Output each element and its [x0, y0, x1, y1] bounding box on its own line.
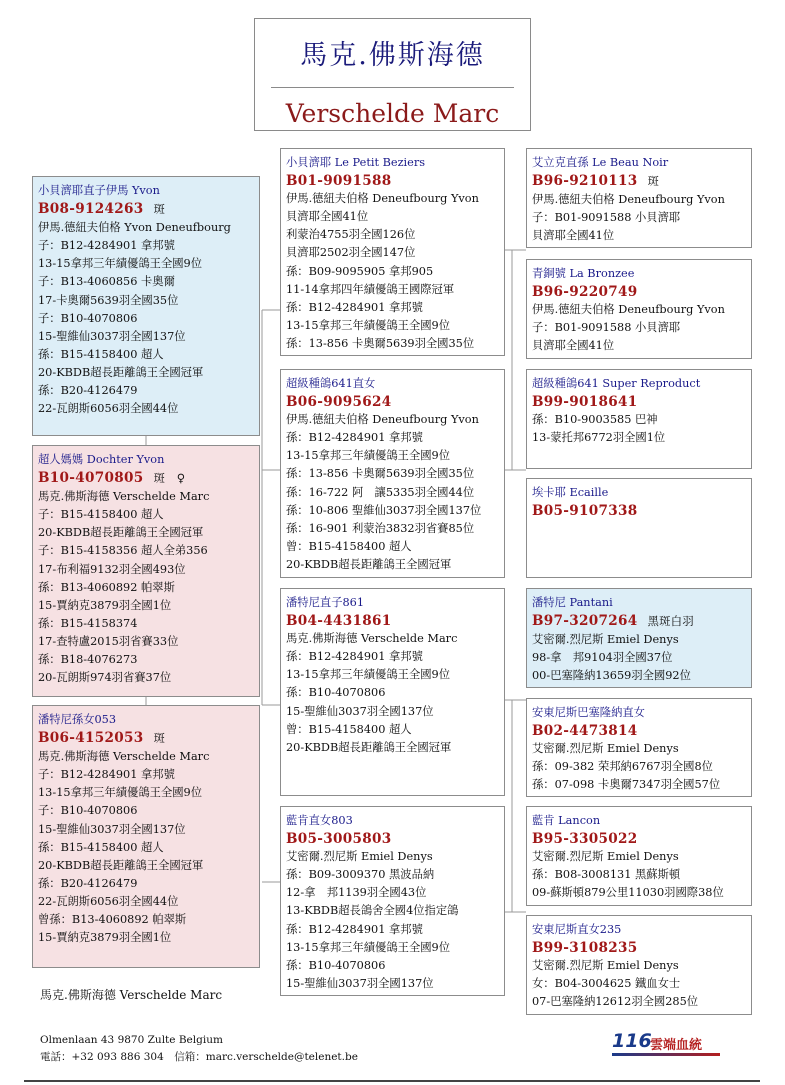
grandparent-ring-number: B95-3305022: [532, 831, 638, 848]
subject-line: 子：B10-4070806: [38, 804, 138, 818]
sire-line: 17-卡奧爾5639羽全國35位: [38, 293, 179, 307]
parent-name: 潘特尼直子861: [286, 596, 365, 609]
grandparent-line: 艾密爾.烈尼斯 Emiel Denys: [532, 850, 679, 864]
breeder-address: Olmenlaan 43 9870 Zulte Belgium: [40, 1034, 223, 1046]
grandparent-card-6: [526, 698, 752, 797]
subject-name: 潘特尼孫女053: [38, 713, 117, 726]
parent-ring-number: B06-9095624: [286, 394, 392, 411]
parent-line: 伊馬.德紐夫伯格 Deneufbourg Yvon: [286, 413, 479, 427]
parent-line: 伊馬.德紐夫伯格 Deneufbourg Yvon: [286, 192, 479, 206]
logo-text: 雲端血統: [650, 1038, 703, 1053]
grandparent-card-5: [526, 588, 752, 688]
parent-line: 貝濟耶2502羽全國147位: [286, 246, 416, 260]
parent-ring-number: B05-3005803: [286, 831, 392, 848]
grandparent-ring-number: B05-9107338: [532, 503, 638, 520]
parent-line: 馬克.佛斯海德 Verschelde Marc: [286, 632, 458, 646]
dam-line: 20-KBDB超長距離鴿王全國冠軍: [38, 526, 204, 540]
dam-line: 孫：B13-4060892 帕翠斯: [38, 580, 175, 594]
dam-line: 子：B15-4158400 超人: [38, 508, 164, 522]
grandparent-name: 艾立克直孫 Le Beau Noir: [532, 156, 669, 169]
sire-line: 子：B10-4070806: [38, 311, 138, 325]
sire-name: 小貝濟耶直子伊馬 Yvon: [38, 184, 160, 197]
subject-line: 孫：B15-4158400 超人: [38, 840, 164, 854]
parent-line: 12-拿 邦1139羽全國43位: [286, 886, 427, 900]
parent-line: 13-15拿邦三年績優鴿王全國9位: [286, 668, 451, 682]
parent-line: 孫：B10-4070806: [286, 686, 386, 700]
breeder-phone-email: 電話：+32 093 886 304 信箱：marc.verschelde@telenet.be: [40, 1051, 358, 1063]
dam-line: 馬克.佛斯海德 Verschelde Marc: [38, 490, 210, 504]
sire-line: 子：B12-4284901 拿邦號: [38, 239, 175, 253]
grandparent-line: 07-巴塞隆納12612羽全國285位: [532, 995, 699, 1009]
grandparent-ring-number: B96-9220749: [532, 284, 638, 301]
sire-line: 伊馬.德紐夫伯格 Yvon Deneufbourg: [38, 221, 231, 235]
parent-line: 13-15拿邦三年績優鴿王全國9位: [286, 449, 451, 463]
grandparent-card-3: [526, 369, 752, 469]
grandparent-line: 艾密爾.烈尼斯 Emiel Denys: [532, 742, 679, 756]
parent-line: 孫：B12-4284901 拿邦號: [286, 650, 423, 664]
parent-line: 孫：B09-9095905 拿邦905: [286, 264, 434, 278]
sire-card: [32, 176, 260, 436]
subject-line: 曾孫：B13-4060892 帕翠斯: [38, 913, 187, 927]
owner-name-chinese: 馬克.佛斯海德: [300, 40, 485, 71]
subject-card: [32, 705, 260, 968]
subject-line: 15-聖維仙3037羽全國137位: [38, 822, 186, 836]
dam-line: 17-布利福9132羽全國493位: [38, 562, 186, 576]
dam-name: 超人媽媽 Dochter Yvon: [38, 453, 165, 466]
sire-line: 20-KBDB超長距離鴿王全國冠軍: [38, 365, 204, 379]
parent-line: 孫：B12-4284901 拿邦號: [286, 431, 423, 445]
grandparent-line: 艾密爾.烈尼斯 Emiel Denys: [532, 959, 679, 973]
grandparent-line: 貝濟耶全國41位: [532, 339, 615, 353]
parent-line: 20-KBDB超長距離鴿王全國冠軍: [286, 557, 452, 571]
grandparent-line: 00-巴塞隆納13659羽全國92位: [532, 669, 691, 683]
parent-line: 15-聖維仙3037羽全國137位: [286, 976, 434, 990]
sire-line: 孫：B20-4126479: [38, 384, 138, 398]
grandparent-name: 埃卡耶 Ecaille: [532, 486, 609, 499]
grandparent-name: 青銅號 La Bronzee: [532, 267, 635, 280]
parent-line: 15-聖維仙3037羽全國137位: [286, 704, 434, 718]
subject-line: 馬克.佛斯海德 Verschelde Marc: [38, 750, 210, 764]
grandparent-line: 女：B04-3004625 鐵血女士: [532, 977, 681, 991]
dam-line: 20-瓦朗斯974羽省賽37位: [38, 671, 172, 685]
grandparent-line: 98-拿 邦9104羽全國37位: [532, 651, 673, 665]
subject-line: 15-賈納克3879羽全國1位: [38, 931, 172, 945]
dam-line: 孫：B15-4158374: [38, 616, 138, 630]
sire-line: 孫：B15-4158400 超人: [38, 347, 164, 361]
grandparent-line: 孫：B10-9003585 巴神: [532, 413, 658, 427]
parent-line: 13-15拿邦三年績優鴿王全國9位: [286, 940, 451, 954]
grandparent-card-7: [526, 806, 752, 906]
parent-line: 20-KBDB超長距離鴿王全國冠軍: [286, 740, 452, 754]
sire-line: 13-15拿邦三年績優鴿王全國9位: [38, 257, 203, 271]
breeder-signature: 馬克.佛斯海德 Verschelde Marc: [40, 988, 223, 1002]
parent-line: 13-15拿邦三年績優鴿王全國9位: [286, 318, 451, 332]
parent-card-2: [280, 369, 505, 578]
grandparent-line: 孫：09-382 荣邦納6767羽全國8位: [532, 760, 713, 774]
grandparent-ring-number: B02-4473814: [532, 723, 638, 740]
grandparent-line: 孫：07-098 卡奧爾7347羽全國57位: [532, 778, 721, 792]
owner-name-english: Verschelde Marc: [285, 99, 500, 128]
parent-line: 孫：13-856 卡奧爾5639羽全國35位: [286, 467, 475, 481]
brand-logo: [612, 1030, 722, 1056]
parent-line: 孫：B12-4284901 拿邦號: [286, 922, 423, 936]
parent-ring-number: B04-4431861: [286, 613, 392, 630]
subject-line: 子：B12-4284901 拿邦號: [38, 768, 175, 782]
parent-line: 13-KBDB超長鴿舍全國4位指定鴿: [286, 904, 459, 918]
parent-line: 艾密爾.烈尼斯 Emiel Denys: [286, 850, 433, 864]
grandparent-line: 09-蘇斯頓879公里11030羽國際38位: [532, 886, 724, 900]
sire-line: 子：B13-4060856 卡奧爾: [38, 275, 175, 289]
grandparent-card-8: [526, 915, 752, 1015]
grandparent-name: 超級種鴿641 Super Reproduct: [532, 377, 701, 390]
parent-card-4: [280, 806, 505, 996]
parent-line: 貝濟耶全國41位: [286, 210, 369, 224]
subject-line: 20-KBDB超長距離鴿王全國冠軍: [38, 858, 204, 872]
parent-line: 曾：B15-4158400 超人: [286, 722, 412, 736]
breeder-contact: [40, 1032, 358, 1066]
grandparent-line: 13-蒙托邦6772羽全國1位: [532, 431, 666, 445]
grandparent-ring-number: B97-3207264 黑斑白羽: [532, 613, 694, 630]
logo-number: 116: [612, 1030, 652, 1052]
parent-line: 孫：B09-3009370 黑波品納: [286, 868, 435, 882]
subject-line: 22-瓦朗斯6056羽全國44位: [38, 894, 179, 908]
parent-name: 超級種鴿641直女: [286, 377, 376, 390]
grandparent-name: 安東尼斯巴塞隆納直女: [532, 706, 645, 719]
logo-underline: [612, 1053, 720, 1056]
grandparent-ring-number: B96-9210113 斑: [532, 173, 660, 190]
parent-line: 孫：16-901 利蒙治3832羽省賽85位: [286, 521, 475, 535]
subject-line: 13-15拿邦三年績優鴿王全國9位: [38, 786, 203, 800]
parent-line: 利蒙治4755羽全國126位: [286, 228, 416, 242]
grandparent-name: 安東尼斯直女235: [532, 923, 622, 936]
parent-line: 孫：10-806 聖維仙3037羽全國137位: [286, 503, 482, 517]
parent-line: 孫：B12-4284901 拿邦號: [286, 300, 423, 314]
dam-line: 孫：B18-4076273: [38, 653, 138, 667]
sire-line: 22-瓦朗斯6056羽全國44位: [38, 402, 179, 416]
parent-line: 孫：16-722 阿 讓5335羽全國44位: [286, 485, 475, 499]
parent-line: 孫：13-856 卡奧爾5639羽全國35位: [286, 336, 475, 350]
grandparent-card-2: [526, 259, 752, 359]
parent-name: 藍肯直女803: [286, 814, 353, 827]
parent-line: 曾：B15-4158400 超人: [286, 539, 412, 553]
sire-line: 15-聖維仙3037羽全國137位: [38, 329, 186, 343]
grandparent-ring-number: B99-9018641: [532, 394, 638, 411]
grandparent-line: 伊馬.德紐夫伯格 Deneufbourg Yvon: [532, 303, 725, 317]
parent-line: 孫：B10-4070806: [286, 958, 386, 972]
grandparent-ring-number: B99-3108235: [532, 940, 638, 957]
subject-line: 孫：B20-4126479: [38, 876, 138, 890]
grandparent-line: 子：B01-9091588 小貝濟耶: [532, 211, 681, 225]
parent-card-3: [280, 588, 505, 796]
dam-ring-number: B10-4070805 斑 ♀: [38, 470, 186, 487]
grandparent-name: 藍肯 Lancon: [532, 814, 601, 827]
grandparent-line: 貝濟耶全國41位: [532, 229, 615, 243]
parent-name: 小貝濟耶 Le Petit Beziers: [286, 156, 426, 169]
sire-ring-number: B08-9124263 斑: [38, 201, 166, 218]
grandparent-line: 子：B01-9091588 小貝濟耶: [532, 321, 681, 335]
grandparent-card-1: [526, 148, 752, 248]
grandparent-line: 孫：B08-3008131 黑蘇斯頓: [532, 868, 681, 882]
subject-ring-number: B06-4152053 斑: [38, 730, 166, 747]
grandparent-name: 潘特尼 Pantani: [532, 596, 613, 609]
dam-line: 子：B15-4158356 超人全弟356: [38, 544, 208, 558]
grandparent-card-4: [526, 478, 752, 578]
dam-line: 17-查特盧2015羽省賽33位: [38, 634, 179, 648]
dam-line: 15-賈納克3879羽全國1位: [38, 598, 172, 612]
parent-line: 11-14拿邦四年績優鴿王國際冠軍: [286, 282, 455, 296]
parent-card-1: [280, 148, 505, 356]
parent-ring-number: B01-9091588: [286, 173, 392, 190]
grandparent-line: 艾密爾.烈尼斯 Emiel Denys: [532, 633, 679, 647]
dam-card: [32, 445, 260, 697]
bottom-divider: [24, 1080, 760, 1082]
grandparent-line: 伊馬.德紐夫伯格 Deneufbourg Yvon: [532, 193, 725, 207]
